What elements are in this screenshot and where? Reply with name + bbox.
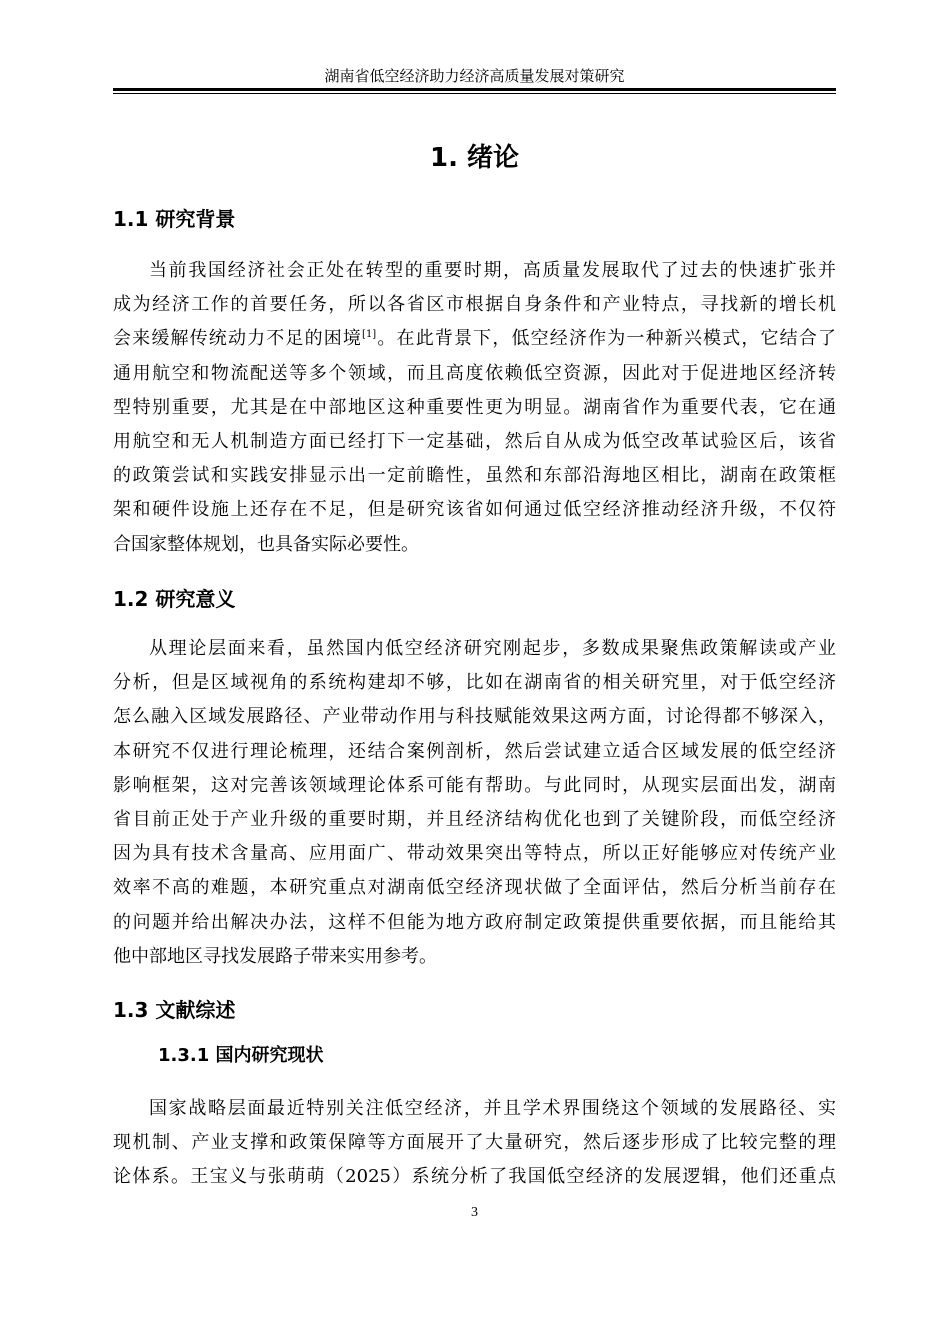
text-line: 分析，但是区域视角的系统构建却不够，比如在湖南省的相关研究里，对于低空经济 [113, 672, 836, 694]
section-heading-1-3: 1.3 文献综述 [113, 998, 236, 1022]
paragraph-research-significance [113, 632, 836, 974]
text-line: 从理论层面来看，虽然国内低空经济研究刚起步，多数成果聚焦政策解读或产业 [149, 638, 836, 659]
text-line: 本研究不仅进行理论梳理，还结合案例剖析，然后尝试建立适合区域发展的低空经济 [113, 740, 836, 762]
text-line: 因为具有技术含量高、应用面广、带动效果突出等特点，所以正好能够应对传统产业 [113, 843, 836, 865]
text-line: 怎么融入区域发展路径、产业带动作用与科技赋能效果这两方面，讨论得都不够深入， [113, 706, 836, 728]
text-line: 影响框架，这对完善该领域理论体系可能有帮助。与此同时，从现实层面出发，湖南 [113, 774, 836, 796]
text-fragment: 。在此背景下，低空经济作为一种新兴模式，它结合了 [376, 328, 836, 350]
running-header-title: 湖南省低空经济助力经济高质量发展对策研究 [324, 67, 625, 85]
text-line: 合国家整体规划，也具备实际必要性。 [113, 533, 419, 555]
text-line: 当前我国经济社会正处在转型的重要时期，高质量发展取代了过去的快速扩张并 [149, 260, 836, 281]
paragraph-domestic-research [113, 1092, 836, 1195]
text-line: 架和硬件设施上还存在不足，但是研究该省如何通过低空经济推动经济升级，不仅符 [113, 499, 836, 521]
subsection-heading-1-3-1: 1.3.1 国内研究现状 [158, 1045, 324, 1066]
section-heading-1-2: 1.2 研究意义 [113, 587, 236, 611]
text-line: 现机制、产业支撑和政策保障等方面展开了大量研究，然后逐步形成了比较完整的理 [113, 1132, 836, 1154]
text-fragment: 会来缓解传统动力不足的困境 [113, 328, 363, 350]
section-heading-1-1: 1.1 研究背景 [113, 207, 236, 231]
text-line: 国家战略层面最近特别关注低空经济，并且学术界围绕这个领域的发展路径、实 [149, 1098, 836, 1119]
text-line: 通用航空和物流配送等多个领域，而且高度依赖低空资源，因此对于促进地区经济转 [113, 362, 836, 384]
text-line: 省目前正处于产业升级的重要时期，并且经济结构优化也到了关键阶段，而低空经济 [113, 809, 836, 831]
text-line: 他中部地区寻找发展路子带来实用参考。 [113, 945, 437, 967]
text-line: 论体系。王宝义与张萌萌（2025）系统分析了我国低空经济的发展逻辑，他们还重点 [113, 1166, 836, 1188]
page-number: 3 [471, 1205, 478, 1220]
header-rule-thin [113, 93, 836, 94]
chapter-title: 1. 绪论 [429, 143, 520, 173]
text-line: 的政策尝试和实践安排显示出一定前瞻性，虽然和东部沿海地区相比，湖南在政策框 [113, 465, 836, 487]
text-line: 成为经济工作的首要任务，所以各省区市根据自身条件和产业特点，寻找新的增长机 [113, 294, 836, 316]
header-rule [113, 88, 836, 91]
text-line: 效率不高的难题，本研究重点对湖南低空经济现状做了全面评估，然后分析当前存在 [113, 877, 836, 899]
text-line: 型特别重要，尤其是在中部地区这种重要性更为明显。湖南省作为重要代表，它在通 [113, 396, 836, 418]
text-line [113, 322, 836, 356]
text-line: 用航空和无人机制造方面已经打下一定基础，然后自从成为低空改革试验区后，该省 [113, 431, 836, 453]
paragraph-research-background [113, 254, 836, 562]
text-line: 的问题并给出解决办法，这样不但能为地方政府制定政策提供重要依据，而且能给其 [113, 911, 836, 933]
citation-marker[interactable]: [1] [362, 329, 377, 341]
